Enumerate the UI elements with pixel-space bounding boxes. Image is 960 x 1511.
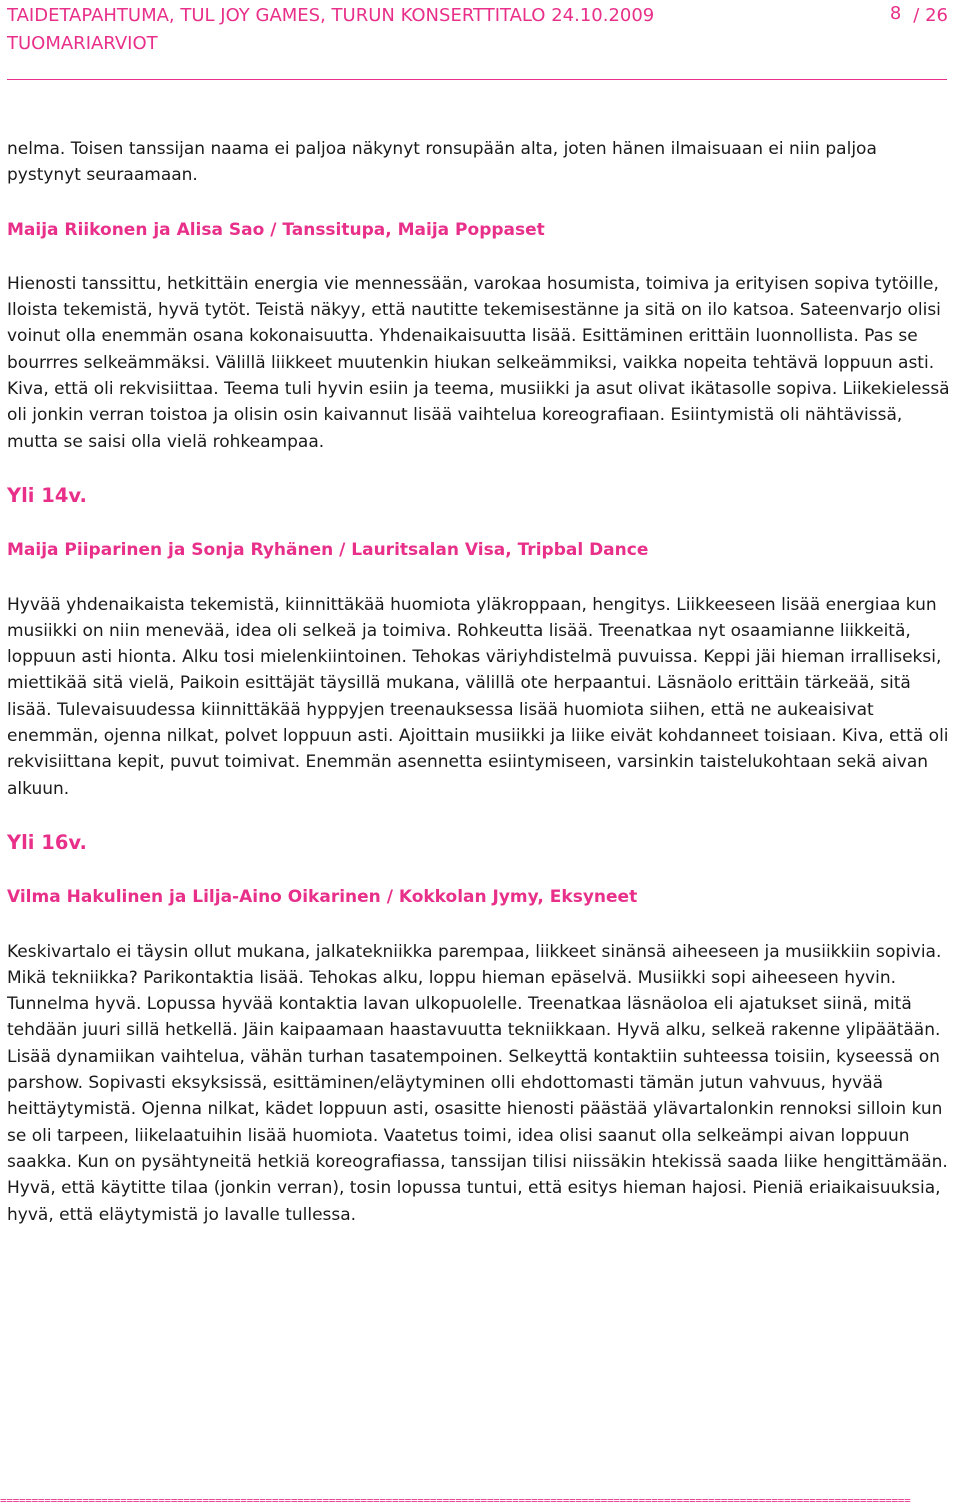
intro-paragraph: nelma. Toisen tanssijan naama ei paljoa näkynyt ronsupään alta, joten hänen ilmaisuaan ei niin paljoa pystynyt seuraamaan. — [7, 139, 877, 186]
document-body — [7, 136, 952, 1228]
page-total: / 26 — [913, 5, 948, 26]
header-event-title: TAIDETAPAHTUMA, TUL JOY GAMES, TURUN KONSERTTITALO 24.10.2009 — [7, 5, 655, 26]
section-text: Hienosti tanssittu, hetkittäin energia vie mennessään, varokaa hosumista, toimiva ja erityisen sopiva tytöille, Iloista tekemistä, hyvä tytöt. Teistä näkyy, että nautitte tekemisestänne ja sitä on ilo katsoa. Sateenvarjo olisi voinut olla enemmän osana kokonaisuutta. Yhdenaikaisuutta lisää. Esittäminen erittäin luonnollista. Pas se bourrres selkeämmäksi. Välillä liikkeet muutenkin hiukan selkeämmiksi, vaikka nopeita tehtävä loppuun asti. Kiva, että oli rekvisiittaa. Teema tuli hyvin esiin ja teema, musiikki ja asut olivat ikätasolle sopiva. Liikekielessä oli jonkin verran toistoa ja olisin osin kaivannut lisää vaihtelua koreografiaan. Esiintymistä oli nähtävissä, mutta se saisi olla vielä rohkeampaa. — [7, 273, 950, 452]
header-rule — [7, 79, 947, 80]
age-category-title: Yli 16v. — [7, 830, 87, 854]
section-title: Vilma Hakulinen ja Lilja-Aino Oikarinen / Kokkolan Jymy, Eksyneet — [7, 887, 638, 908]
page-number — [890, 5, 948, 27]
section-title: Maija Riikonen ja Alisa Sao / Tanssitupa, Maija Poppaset — [7, 219, 545, 240]
header-subtitle: TUOMARIARVIOT — [7, 33, 158, 54]
page-current: 8 — [889, 3, 902, 24]
section-text: Hyvää yhdenaikaista tekemistä, kiinnittäkää huomiota yläkroppaan, hengitys. Liikkeeseen lisää energiaa kun musiikki on niin menevää, idea oli selkeä ja toimiva. Rohkeutta lisää. Treenatkaa nyt osaamianne liikkeitä, loppuun asti hionta. Alku tosi mielenkiintoinen. Tehokas väriyhdistelmä puvuissa. Keppi jäi hieman irralliseksi, miettikää sitä vielä, Paikoin esittäjät täysillä mukana, välillä ote herpaantui. Läsnäolo erittäin tärkeää, sitä lisää. Tulevaisuudessa kiinnittäkää hyppyjen treenauksessa lisää huomiota siihen, että ne aukeaisivat enemmän, ojenna nilkat, polvet loppuun asti. Ajoittain musiikki ja liike eivät kohdanneet toisiaan. Kiva, että oli rekvisiittana kepit, puvut toimivat. Enemmän asennetta esiintymiseen, varsinkin taistelukohtaan sekä aivan alkuun. — [7, 594, 949, 799]
section-text: Keskivartalo ei täysin ollut mukana, jalkatekniikka parempaa, liikkeet sinänsä aiheeseen ja musiikkiin sopivia. Mikä tekniikka? Parikontaktia lisää. Tehokas alku, loppu hieman epäselvä. Musiikki sopi aiheeseen hyvin. Tunnelma hyvä. Lopussa hyvää kontaktia lavan ulkopuolelle. Treenatkaa läsnäoloa eli ajatukset siinä, mitä tehdään juuri sillä hetkellä. Jäin kaipaamaan haastavuutta tekniikkaan. Hyvä alku, selkeä rakenne ylipäätään. Lisää dynamiikan vaihtelua, vähän turhan tasatempoinen. Selkeyttä kontaktiin suhteessa toisiin, kyseessä on parshow. Sopivasti eksyksissä, esittäminen/eläytyminen olli ehdottomasti tämän jutun vahvuus, hyvää heittäytymistä. Ojenna nilkat, kädet loppuun asti, osasitte hienosti päästää ylävartalonkin rennoksi silloin kun se oli tarpeen, liikelaatuihin lisää huomiota. Vaatetus toimi, idea olisi saanut olla selkeämpi aivan loppuun saakka. Kun on pysähtyneitä hetkiä koreografiassa, tanssijan tilisi niissäkin htekissä saada liike hengittämään. Hyvä, että käytitte tilaa (jonkin verran), tosin lopussa tuntui, että esitys hieman hajosi. Pieniä eriaikaisuuksia, hyvä, että eläytymistä jo lavalle tullessa. — [7, 941, 948, 1225]
age-category-title: Yli 14v. — [7, 483, 87, 507]
section-title: Maija Piiparinen ja Sonja Ryhänen / Lauritsalan Visa, Tripbal Dance — [7, 540, 649, 561]
footer-separator: ================================================================================================================================================ — [0, 1494, 911, 1507]
